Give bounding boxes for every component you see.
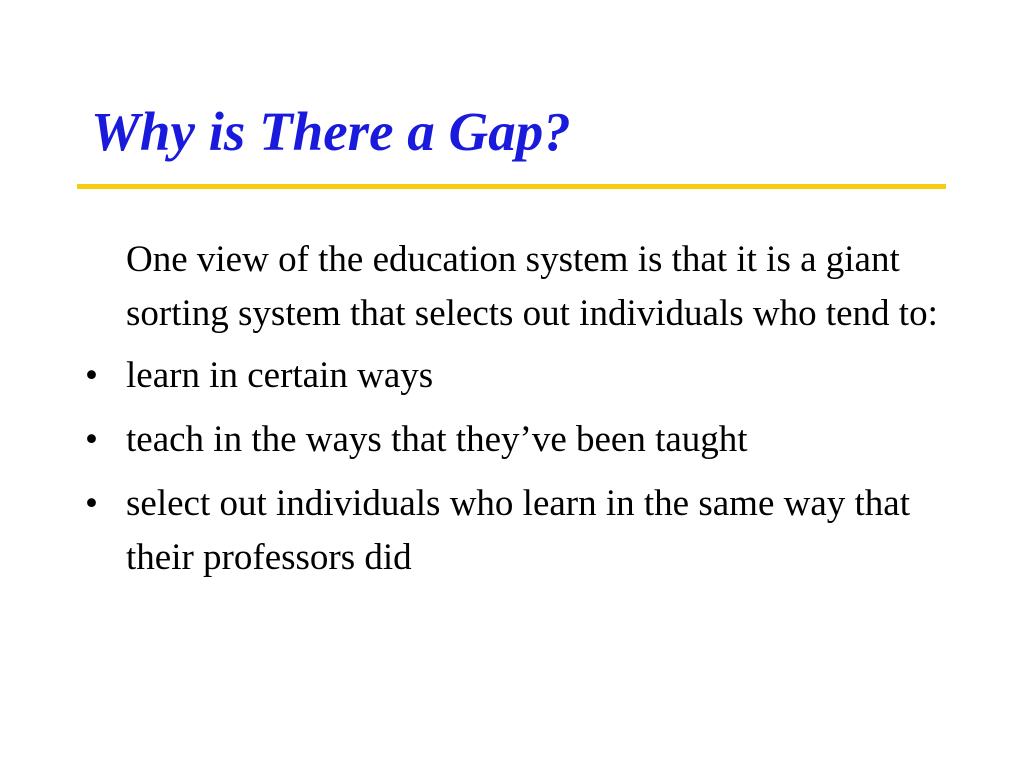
list-item — [82, 477, 942, 585]
intro-paragraph: One view of the education system is that it is a giant sorting system that selects out individuals who tend to: — [126, 239, 938, 334]
list-item — [82, 349, 942, 403]
title-underline — [77, 184, 946, 189]
bullet-list — [82, 349, 942, 585]
list-item — [82, 413, 942, 467]
bullet-text: select out individuals who learn in the same way that their professors did — [126, 483, 910, 578]
bullet-icon: • — [85, 483, 98, 524]
slide-body — [82, 233, 942, 595]
slide-title: Why is There a Gap? — [91, 101, 571, 162]
bullet-text: learn in certain ways — [126, 355, 434, 396]
bullet-icon: • — [85, 355, 98, 396]
bullet-icon: • — [85, 419, 98, 460]
bullet-text: teach in the ways that they’ve been taught — [126, 419, 748, 460]
